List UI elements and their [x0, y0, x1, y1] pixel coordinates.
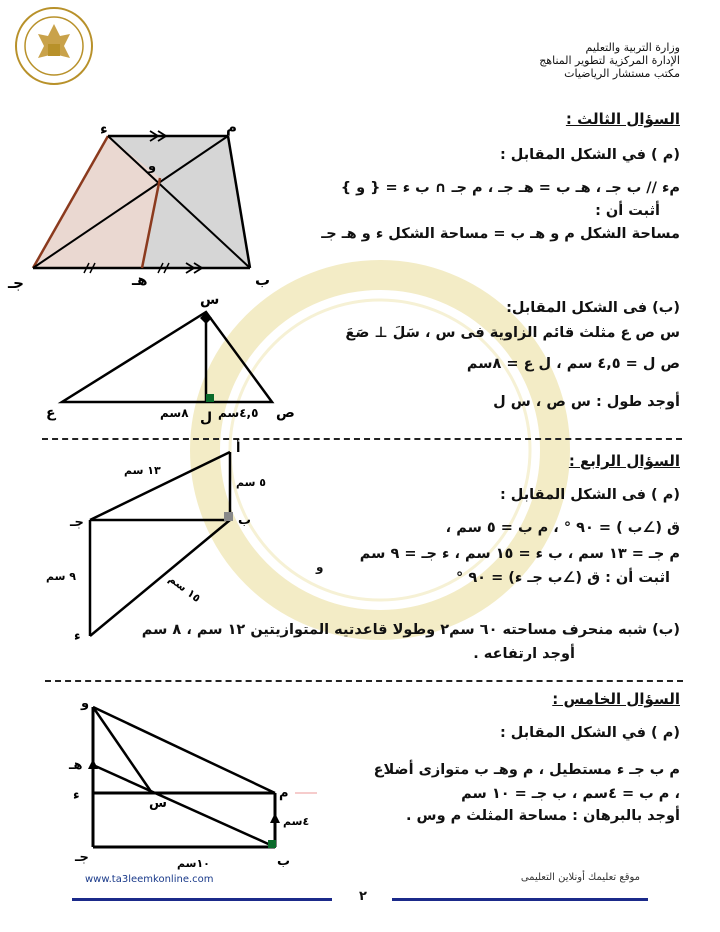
fig3-label-A: أ [236, 441, 241, 456]
q4a-line2-tail: و [316, 560, 324, 574]
q3b-line2: ص ل = ٤,٥ سم ، ل ع = ٨سم [466, 356, 680, 372]
fig3-label-D: ء [74, 629, 81, 644]
figure-right-triangle [40, 290, 300, 425]
footer-line-right [392, 898, 648, 901]
fig4-label-A: م [279, 786, 289, 801]
q4a-line2: م جـ = ١٣ سم ، ب ء = ١٥ سم ، ء جـ = ٩ سم [359, 546, 680, 562]
q4-title: السؤال الرابع : [568, 452, 680, 470]
ministry-logo [14, 6, 94, 86]
q3a-prove: أثبت أن : [595, 203, 660, 219]
q4a-line1: ق (∠ب ) = ٩٠ ° ، م ب = ٥ سم ، [445, 520, 680, 536]
q3-title: السؤال الثالث : [565, 110, 680, 128]
page-number: ٢ [359, 889, 367, 904]
footer-website[interactable]: www.ta3leemkonline.com [85, 874, 214, 885]
fig4-len-bc: ١٠سم [177, 857, 210, 870]
fig2-label-L: ل [200, 410, 213, 426]
fig4-label-S: س [149, 796, 167, 811]
q4a-label: (م ) فى الشكل المقابل : [499, 487, 680, 503]
q3b-label: (ب) فى الشكل المقابل: [506, 300, 680, 316]
fig3-label-C: جـ [70, 515, 84, 530]
header-department: الإدارة المركزية لتطوير المناهج [539, 54, 680, 67]
q3b-line1: س ص ع مثلث قائم الزاوية فى س ، سَلَ ⊥ صَعَ [345, 325, 680, 341]
fig2-label-Ain: ع [46, 405, 56, 421]
fig4-label-D: ء [73, 788, 80, 803]
fig2-label-S: س [200, 292, 220, 308]
ministry-logo-emblem [14, 6, 94, 86]
footer-site-name: موقع تعليمك أونلاين التعليمى [520, 872, 640, 883]
fig3-len-ac: ١٣ سم [124, 464, 161, 477]
fig3-len-ab: ٥ سم [236, 476, 266, 489]
fig4-label-H: هـ [69, 758, 83, 773]
q4b-line1: (ب) شبه منحرف مساحته ٦٠ سم٢ وطولا قاعدتيه المتوازيتين ١٢ سم ، ٨ سم [141, 622, 680, 638]
q5a-label: (م ) في الشكل المقابل : [499, 725, 680, 741]
fig4-label-W: و [81, 696, 90, 711]
fig1-label-C: جـ [8, 274, 24, 292]
fig1-label-A: م [226, 118, 237, 136]
q5a-line1: م ب جـ ء مستطيل ، م وهـ ب متوازى أضلاع [373, 762, 680, 778]
figure-trapezoid [0, 120, 290, 290]
q4b-line2: أوجد ارتفاعه . [473, 646, 575, 662]
fig3-len-bd: ١٥ سم [166, 572, 204, 605]
fig1-label-W: و [148, 159, 157, 174]
footer-line-left [72, 898, 332, 901]
q3a-label: (م ) في الشكل المقابل : [499, 147, 680, 163]
fig2-label-Sad: ص [276, 405, 295, 421]
fig4-label-C: جـ [75, 850, 89, 865]
separator-2 [45, 680, 683, 682]
q3b-line3: أوجد طول : س ص ، س ل [493, 394, 680, 410]
figure-quadrilateral [40, 440, 270, 644]
fig2-len-sadl: ٤,٥سم [218, 406, 259, 420]
q5a-line3: أوجد بالبرهان : مساحة المثلث م وس . [406, 808, 680, 824]
q3a-statement: مساحة الشكل م و هـ ب = مساحة الشكل ء و هـ جـ [321, 226, 680, 242]
fig3-len-cd: ٩ سم [46, 570, 76, 583]
q5a-line2: ، م ب = ٤سم ، ب جـ = ١٠ سم [461, 786, 680, 802]
q4a-line3: اثبت أن : ق (∠ب جـ ء) = ٩٠ ° [456, 570, 670, 586]
fig4-len-ab: ٤سم [283, 815, 310, 828]
fig4-label-B: ب [277, 854, 291, 869]
fig2-len-lain: ٨سم [160, 406, 189, 420]
figure-rectangle-parallelogram [55, 695, 310, 875]
fig3-label-B: ب [238, 513, 252, 528]
fig1-label-H: هـ [132, 271, 148, 289]
header-ministry: وزارة التربية والتعليم [585, 41, 680, 54]
fig1-label-D: ء [100, 120, 108, 138]
q3a-given: مء // ب جـ ، هـ ب = هـ جـ ، م جـ ∩ ب ء = { و } [340, 180, 680, 196]
q5-title: السؤال الخامس : [552, 690, 680, 708]
header-office: مكتب مستشار الرياضيات [564, 67, 680, 80]
fig1-label-B: ب [255, 271, 271, 289]
